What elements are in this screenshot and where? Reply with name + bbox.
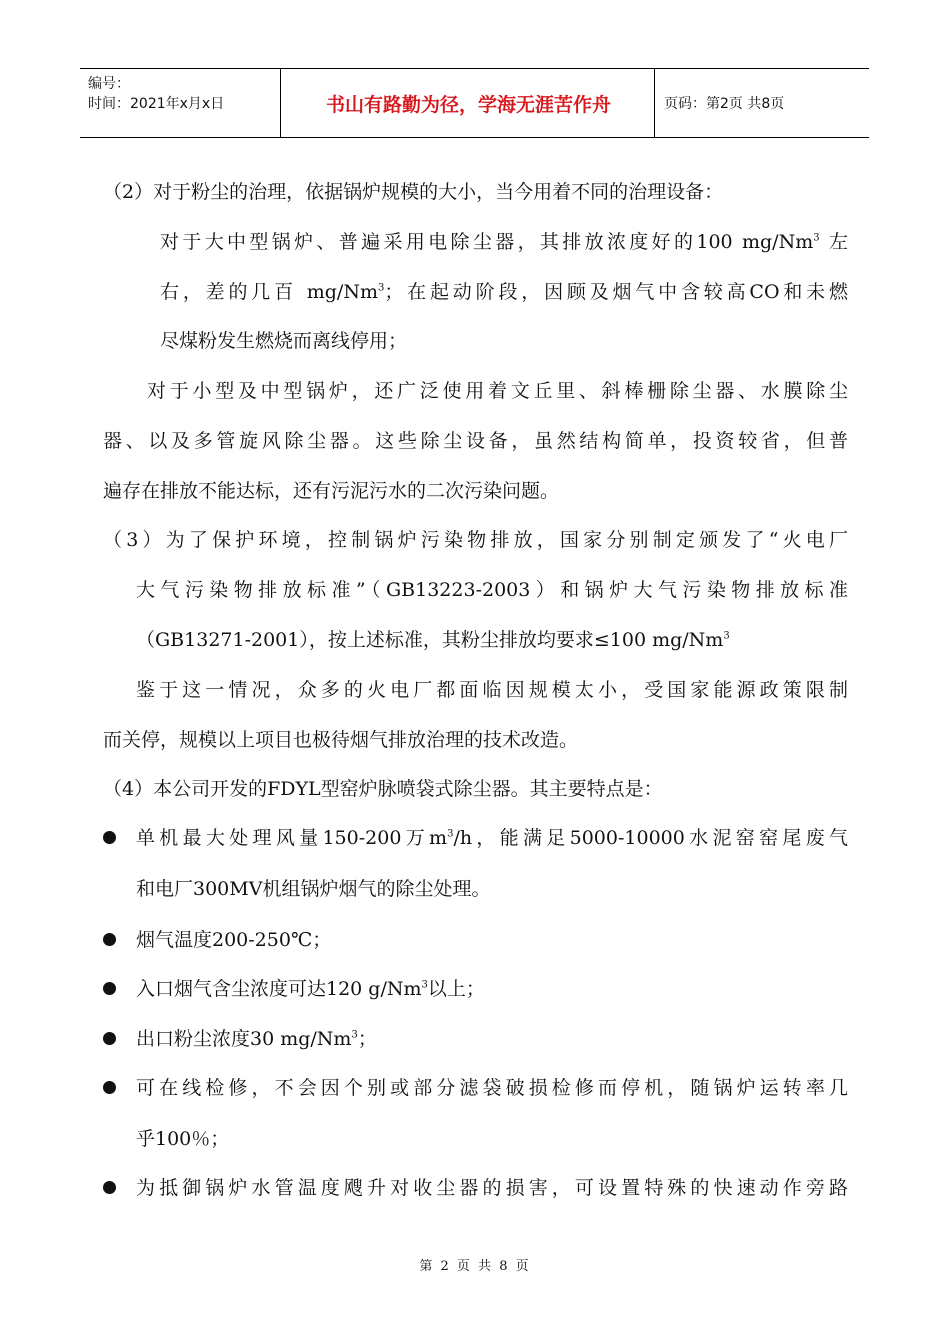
header-motto: 书山有路勤为径，学海无涯苦作舟 bbox=[325, 93, 611, 116]
bullet-icon bbox=[103, 831, 116, 844]
paragraph-line: 遍存在排放不能达标，还有污泥污水的二次污染问题。 bbox=[103, 480, 560, 502]
paragraph-line: 对于小型及中型锅炉，还广泛使用着文丘里、斜棒栅除尘器、水膜除尘 bbox=[147, 380, 848, 402]
paragraph-line: （4）本公司开发的FDYL型窑炉脉喷袋式除尘器。其主要特点是： bbox=[103, 778, 663, 800]
bullet-icon bbox=[103, 1181, 116, 1194]
paragraph-line: 而关停，规模以上项目也极待烟气排放治理的技术改造。 bbox=[103, 729, 579, 751]
bullet-icon bbox=[103, 982, 116, 995]
serial-number-label: 编号： bbox=[88, 76, 130, 92]
paragraph-line: （3）为了保护环境，控制锅炉污染物排放，国家分别制定颁发了“火电厂 bbox=[103, 529, 848, 551]
list-item: 为抵御锅炉水管温度飕升对收尘器的损害，可设置特殊的快速动作旁路 bbox=[136, 1177, 848, 1199]
page-header bbox=[80, 68, 869, 138]
bullet-icon bbox=[103, 1032, 116, 1045]
bullet-icon bbox=[103, 1081, 116, 1094]
list-item-continuation: 乎100％； bbox=[136, 1128, 230, 1150]
date-label: 时间：2021年x月x日 bbox=[88, 96, 225, 112]
list-item: 出口粉尘浓度30 mg/Nm$^3$； bbox=[136, 1028, 377, 1050]
header-divider bbox=[280, 69, 281, 137]
bullet-icon bbox=[103, 933, 116, 946]
paragraph-line: 对于大中型锅炉、普遍采用电除尘器，其排放浓度好的100 mg/Nm$^3$ 左 bbox=[160, 231, 848, 253]
list-item: 可在线检修，不会因个别或部分滤袋破损检修而停机，随锅炉运转率几 bbox=[136, 1077, 848, 1099]
paragraph-line: 尽煤粉发生燃烧而离线停用； bbox=[160, 330, 408, 352]
list-item-continuation: 和电厂300MV机组锅炉烟气的除尘处理。 bbox=[136, 878, 491, 900]
header-meta bbox=[88, 74, 224, 114]
paragraph-line: （GB13271-2001），按上述标准，其粉尘排放均要求≤100 mg/Nm$^3$ bbox=[136, 629, 730, 651]
list-item: 单机最大处理风量150-200万$m^3/h$，能满足5000-10000水泥窑窑尾废气 bbox=[136, 827, 848, 849]
paragraph-line: 器、以及多管旋风除尘器。这些除尘设备，虽然结构简单，投资较省，但普 bbox=[103, 430, 848, 452]
paragraph-line: 大气污染物排放标准”（GB13223-2003）和锅炉大气污染物排放标准 bbox=[136, 579, 848, 601]
paragraph-line: 右，差的几百 mg/Nm$^3$；在起动阶段，因顾及烟气中含较高CO和未燃 bbox=[160, 281, 848, 303]
paragraph-line: 鉴于这一情况，众多的火电厂都面临因规模太小，受国家能源政策限制 bbox=[136, 679, 848, 701]
paragraph-line: （2）对于粉尘的治理，依据锅炉规模的大小，当今用着不同的治理设备： bbox=[103, 181, 724, 203]
list-item: 烟气温度200-250℃； bbox=[136, 929, 332, 951]
page-footer: 第 2 页 共 8 页 bbox=[419, 1259, 531, 1274]
header-divider bbox=[654, 69, 655, 137]
header-page-number: 页码：第2页 共8页 bbox=[664, 96, 785, 112]
list-item: 入口烟气含尘浓度可达120 g/Nm$^3$以上； bbox=[136, 978, 485, 1000]
